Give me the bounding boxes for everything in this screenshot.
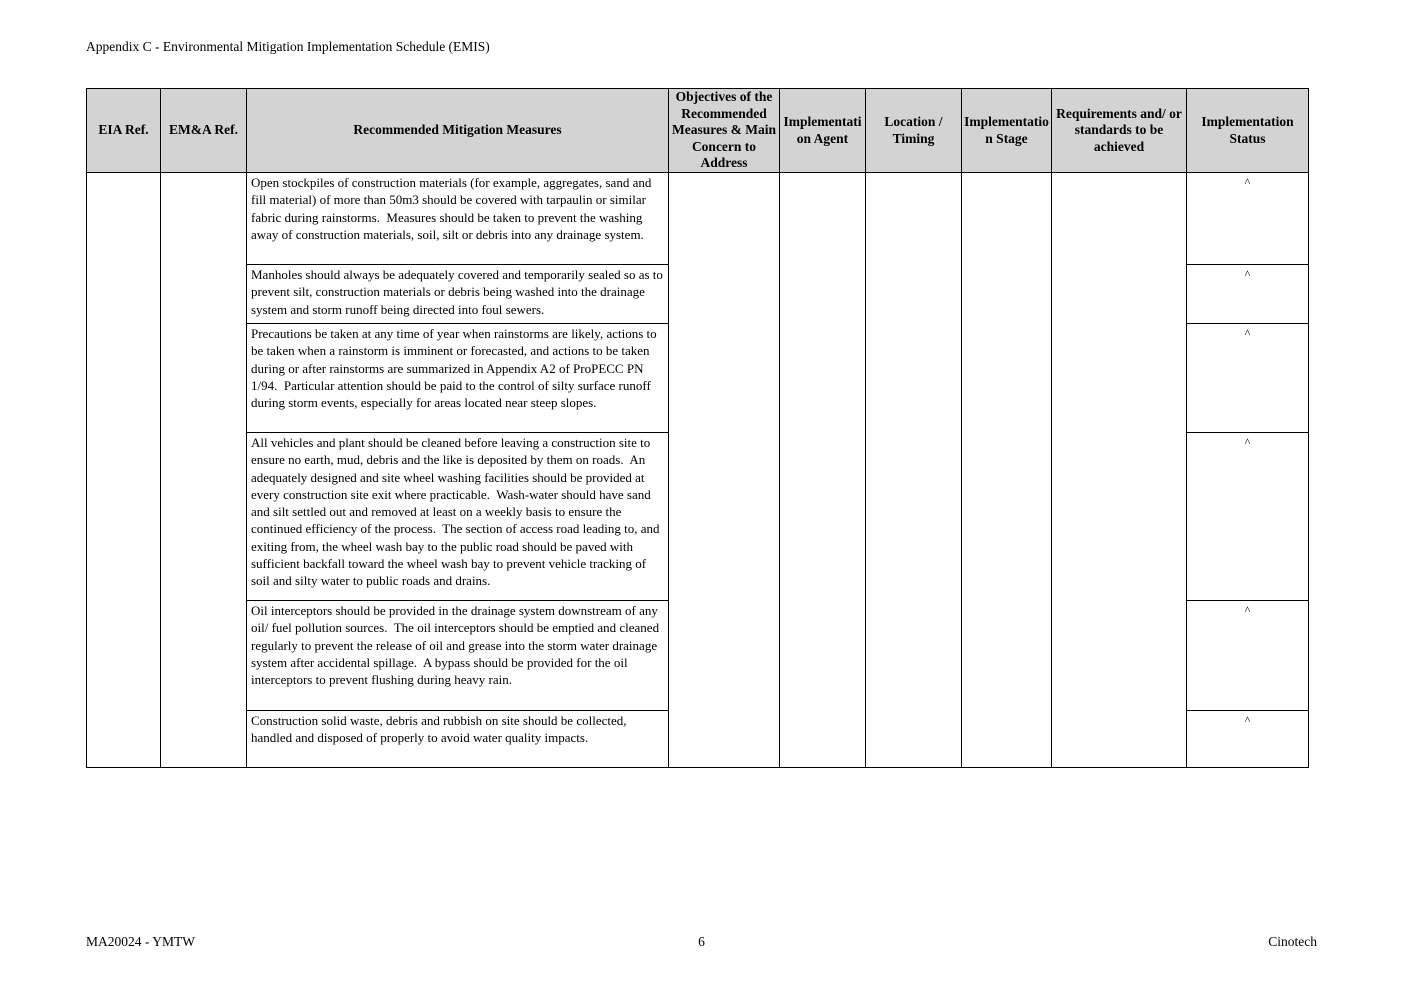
col-header-recommended-mitigation-measures: Recommended Mitigation Measures	[247, 89, 669, 173]
table-row	[87, 173, 1309, 265]
col-header-implementation-status: Implementation Status	[1187, 89, 1309, 173]
cell-implementation-agent	[780, 173, 866, 768]
table-header-row	[87, 89, 1309, 173]
footer-company-name: Cinotech	[1268, 934, 1317, 949]
cell-mitigation-measure: Oil interceptors should be provided in the drainage system downstream of any oil/ fuel pollution sources. The oil interceptors should be emptied and cleaned regularly to prevent the release of oil and grease into the storm water drainage system after accidental spillage. A bypass should be provided for the oil interceptors to prevent flushing during heavy rain.	[247, 601, 669, 711]
emis-table	[86, 88, 1309, 768]
cell-implementation-stage	[962, 173, 1052, 768]
cell-requirements-standards	[1052, 173, 1187, 768]
cell-ema-ref	[161, 173, 247, 768]
cell-mitigation-measure: Construction solid waste, debris and rubbish on site should be collected, handled and disposed of properly to avoid water quality impacts.	[247, 711, 669, 768]
cell-eia-ref	[87, 173, 161, 768]
cell-mitigation-measure: Open stockpiles of construction materials (for example, aggregates, sand and fill material) of more than 50m3 should be covered with tarpaulin or similar fabric during rainstorms. Measures should be taken to prevent the washing away of construction materials, soil, silt or debris into any drainage system.	[247, 173, 669, 265]
page-title: Appendix C - Environmental Mitigation Implementation Schedule (EMIS)	[86, 39, 490, 54]
cell-implementation-status: ^	[1187, 173, 1309, 265]
col-header-location-timing: Location / Timing	[866, 89, 962, 173]
cell-implementation-status: ^	[1187, 324, 1309, 433]
page-footer	[86, 934, 1317, 950]
cell-location-timing	[866, 173, 962, 768]
cell-mitigation-measure: All vehicles and plant should be cleaned before leaving a construction site to ensure no earth, mud, debris and the like is deposited by them on roads. An adequately designed and site wheel washing facilities should be provided at every construction site exit where practicable. Wash-water should have sand and silt settled out and removed at least on a weekly basis to ensure the continued efficiency of the process. The section of access road leading to, and exiting from, the wheel wash bay to the public road should be paved with sufficient backfall toward the wheel wash bay to prevent vehicle tracking of soil and silty water to public roads and drains.	[247, 433, 669, 601]
col-header-ema-ref: EM&A Ref.	[161, 89, 247, 173]
col-header-objectives: Objectives of the Recommended Measures & Main Concern to Address	[669, 89, 780, 173]
cell-mitigation-measure: Precautions be taken at any time of year when rainstorms are likely, actions to be taken when a rainstorm is imminent or forecasted, and actions to be taken during or after rainstorms are summarized in Appendix A2 of ProPECC PN 1/94. Particular attention should be paid to the control of silty surface runoff during storm events, especially for areas located near steep slopes.	[247, 324, 669, 433]
cell-implementation-status: ^	[1187, 601, 1309, 711]
cell-implementation-status: ^	[1187, 433, 1309, 601]
col-header-implementation-agent: Implementation Agent	[780, 89, 866, 173]
cell-mitigation-measure: Manholes should always be adequately covered and temporarily sealed so as to prevent silt, construction materials or debris being washed into the drainage system and storm runoff being directed into foul sewers.	[247, 265, 669, 324]
cell-implementation-status: ^	[1187, 711, 1309, 768]
footer-project-code: MA20024 - YMTW	[86, 934, 195, 949]
cell-implementation-status: ^	[1187, 265, 1309, 324]
footer-page-number: 6	[698, 934, 705, 949]
col-header-implementation-stage: Implementation Stage	[962, 89, 1052, 173]
cell-objectives	[669, 173, 780, 768]
col-header-eia-ref: EIA Ref.	[87, 89, 161, 173]
col-header-requirements-standards: Requirements and/ or standards to be achieved	[1052, 89, 1187, 173]
